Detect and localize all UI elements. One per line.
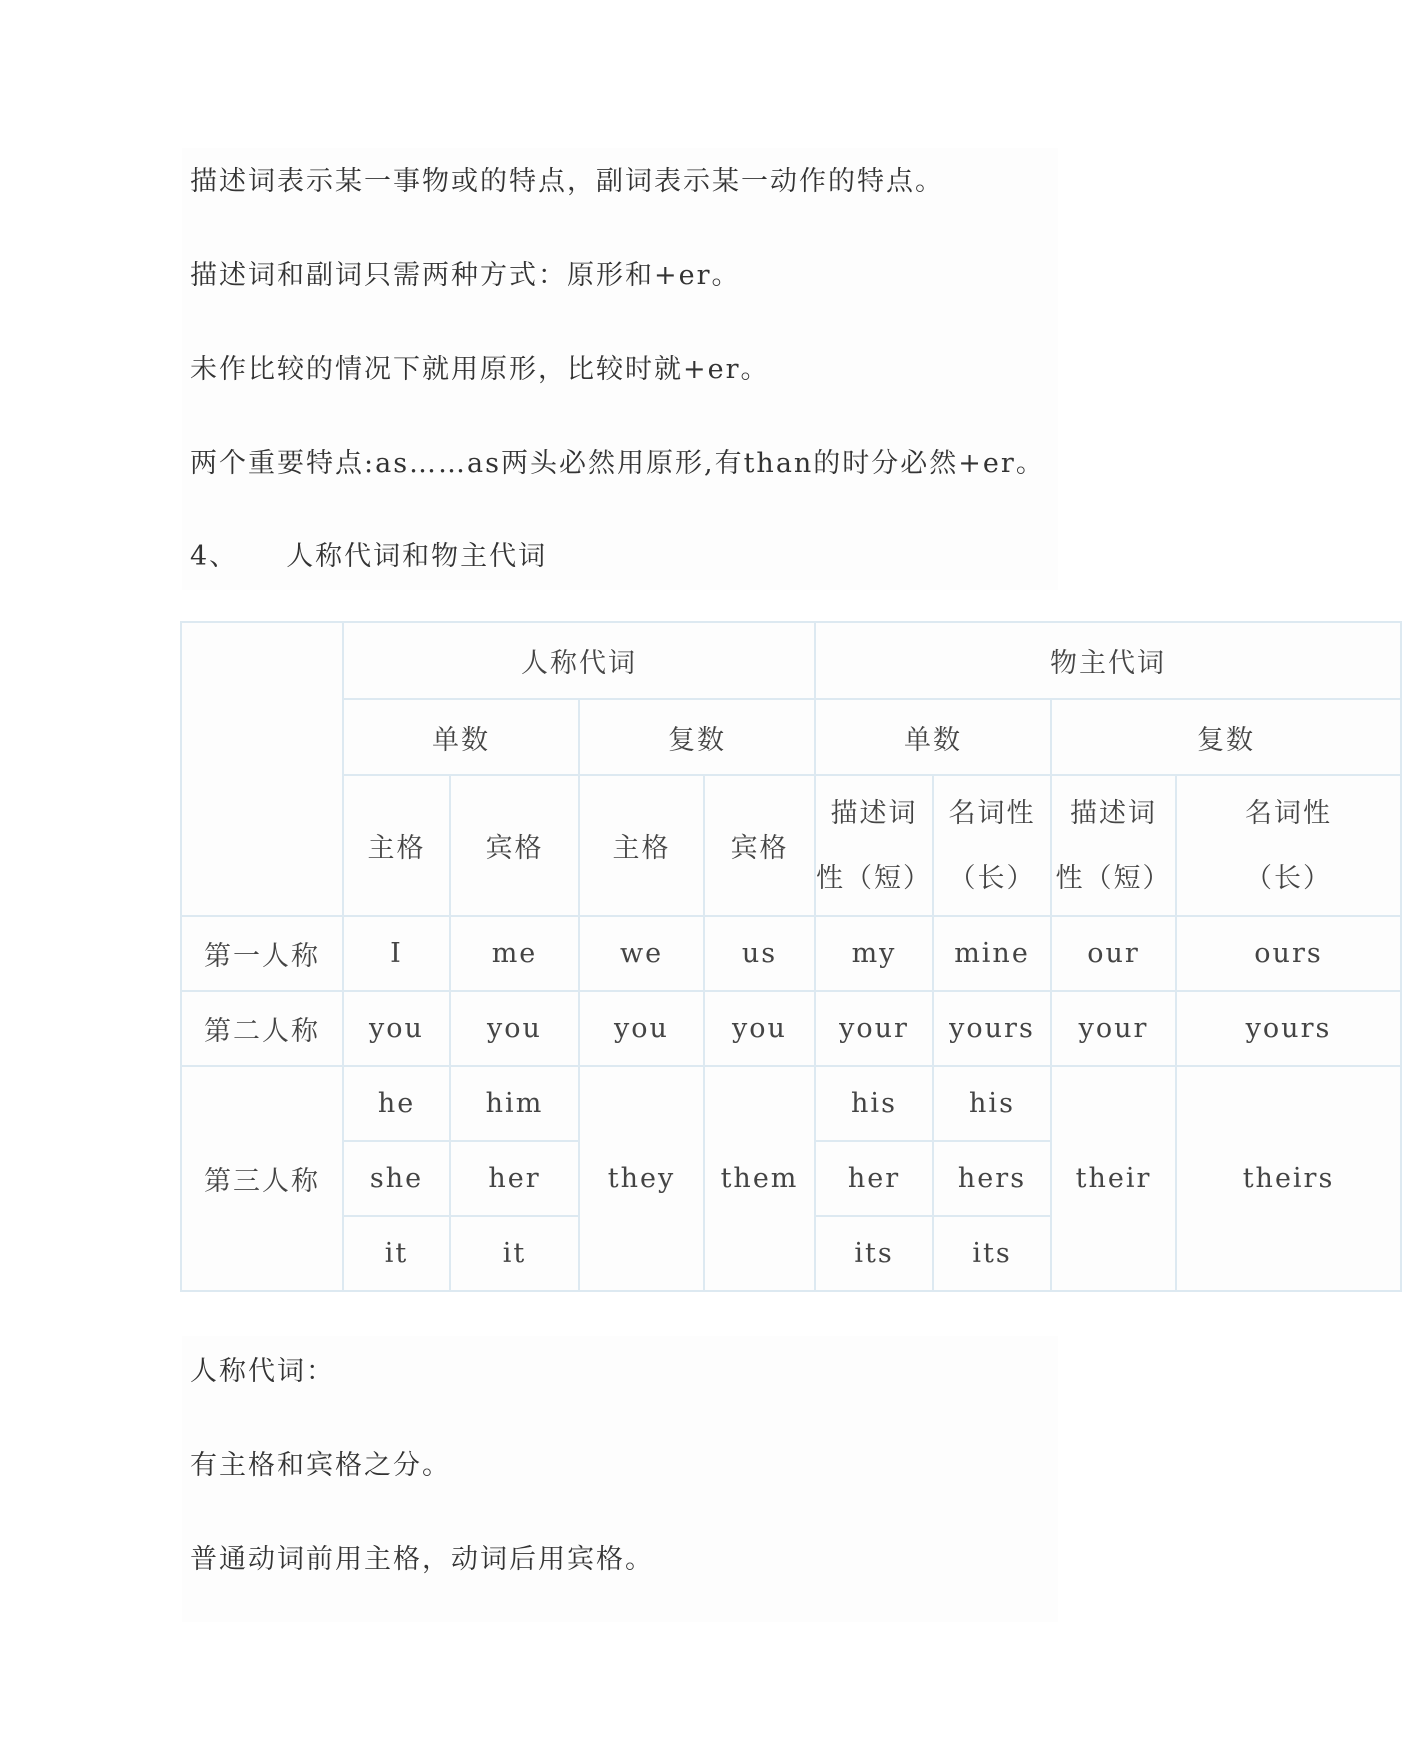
table-cell: he (343, 1066, 450, 1141)
row-label-second-person: 第二人称 (181, 991, 343, 1066)
table-cell: you (704, 991, 815, 1066)
header-pp-sg-object: 宾格 (450, 775, 579, 916)
table-cell: we (579, 916, 704, 991)
table-header-row-3 (181, 775, 1401, 916)
header-poss-sg-noun-line1: 名词性 (948, 797, 1036, 829)
table-cell: they (579, 1066, 704, 1291)
table-cell: yours (1176, 991, 1401, 1066)
table-cell: your (1051, 991, 1176, 1066)
header-poss-singular: 单数 (815, 699, 1051, 775)
header-pp-pl-subject: 主格 (579, 775, 704, 916)
paragraph-two-forms: 描述词和副词只需两种方式：原形和+er。 (190, 260, 741, 291)
table-cell: her (450, 1141, 579, 1216)
table-header-row-2 (181, 699, 1401, 775)
header-pp-singular: 单数 (343, 699, 579, 775)
header-poss-sg-adjective-line1: 描述词 (830, 797, 918, 829)
header-poss-pl-adjective (1051, 775, 1176, 916)
section-number: 4、 (190, 541, 239, 572)
table-cell: you (579, 991, 704, 1066)
table-cell: its (933, 1216, 1051, 1291)
header-poss-sg-adjective-line2: 性（短） (816, 862, 932, 894)
row-label-third-person: 第三人称 (181, 1066, 343, 1291)
table-cell: his (815, 1066, 933, 1141)
table-row-second-person (181, 991, 1401, 1066)
header-pp-sg-subject: 主格 (343, 775, 450, 916)
header-pp-plural: 复数 (579, 699, 815, 775)
table-cell: our (1051, 916, 1176, 991)
table-cell: me (450, 916, 579, 991)
table-cell: it (450, 1216, 579, 1291)
header-poss-sg-noun (933, 775, 1051, 916)
header-poss-pl-noun-line2: （长） (1245, 862, 1333, 894)
table-cell: its (815, 1216, 933, 1291)
table-row-first-person (181, 916, 1401, 991)
paragraph-personal-pronoun-heading: 人称代词： (190, 1356, 335, 1387)
table-cell: you (343, 991, 450, 1066)
table-header-row-1 (181, 622, 1401, 699)
section-heading (190, 543, 547, 570)
pronoun-table-container (180, 621, 1335, 1311)
header-poss-pl-adjective-line2: 性（短） (1055, 862, 1172, 894)
table-cell: it (343, 1216, 450, 1291)
table-cell: them (704, 1066, 815, 1291)
paragraph-key-points: 两个重要特点:as……as两头必然用原形,有than的时分必然+er。 (190, 448, 1045, 479)
table-cell: she (343, 1141, 450, 1216)
table-cell: I (343, 916, 450, 991)
header-personal-pronoun: 人称代词 (343, 622, 815, 699)
header-poss-sg-adjective (815, 775, 933, 916)
table-cell: theirs (1176, 1066, 1401, 1291)
table-row-third-person-he (181, 1066, 1401, 1141)
header-possessive-pronoun: 物主代词 (815, 622, 1401, 699)
row-label-first-person: 第一人称 (181, 916, 343, 991)
paragraph-comparison-rule: 未作比较的情况下就用原形，比较时就+er。 (190, 354, 770, 385)
table-cell: her (815, 1141, 933, 1216)
table-cell: my (815, 916, 933, 991)
table-cell: your (815, 991, 933, 1066)
paragraph-adjective-adverb-definition: 描述词表示某一事物或的特点，副词表示某一动作的特点。 (190, 166, 944, 197)
table-cell: hers (933, 1141, 1051, 1216)
header-poss-pl-noun-line1: 名词性 (1245, 797, 1333, 829)
table-corner-cell (181, 622, 343, 916)
header-poss-plural: 复数 (1051, 699, 1401, 775)
pronoun-table (180, 621, 1402, 1292)
paragraph-case-distinction: 有主格和宾格之分。 (190, 1450, 451, 1481)
header-poss-pl-noun (1176, 775, 1401, 916)
table-cell: us (704, 916, 815, 991)
section-title: 人称代词和物主代词 (286, 541, 548, 572)
table-cell: their (1051, 1066, 1176, 1291)
table-cell: his (933, 1066, 1051, 1141)
header-poss-pl-adjective-line1: 描述词 (1070, 797, 1157, 829)
header-poss-sg-noun-line2: （长） (948, 862, 1036, 894)
table-cell: you (450, 991, 579, 1066)
table-cell: yours (933, 991, 1051, 1066)
table-cell: him (450, 1066, 579, 1141)
paragraph-case-usage: 普通动词前用主格，动词后用宾格。 (190, 1544, 654, 1575)
header-pp-pl-object: 宾格 (704, 775, 815, 916)
table-cell: mine (933, 916, 1051, 991)
table-cell: ours (1176, 916, 1401, 991)
